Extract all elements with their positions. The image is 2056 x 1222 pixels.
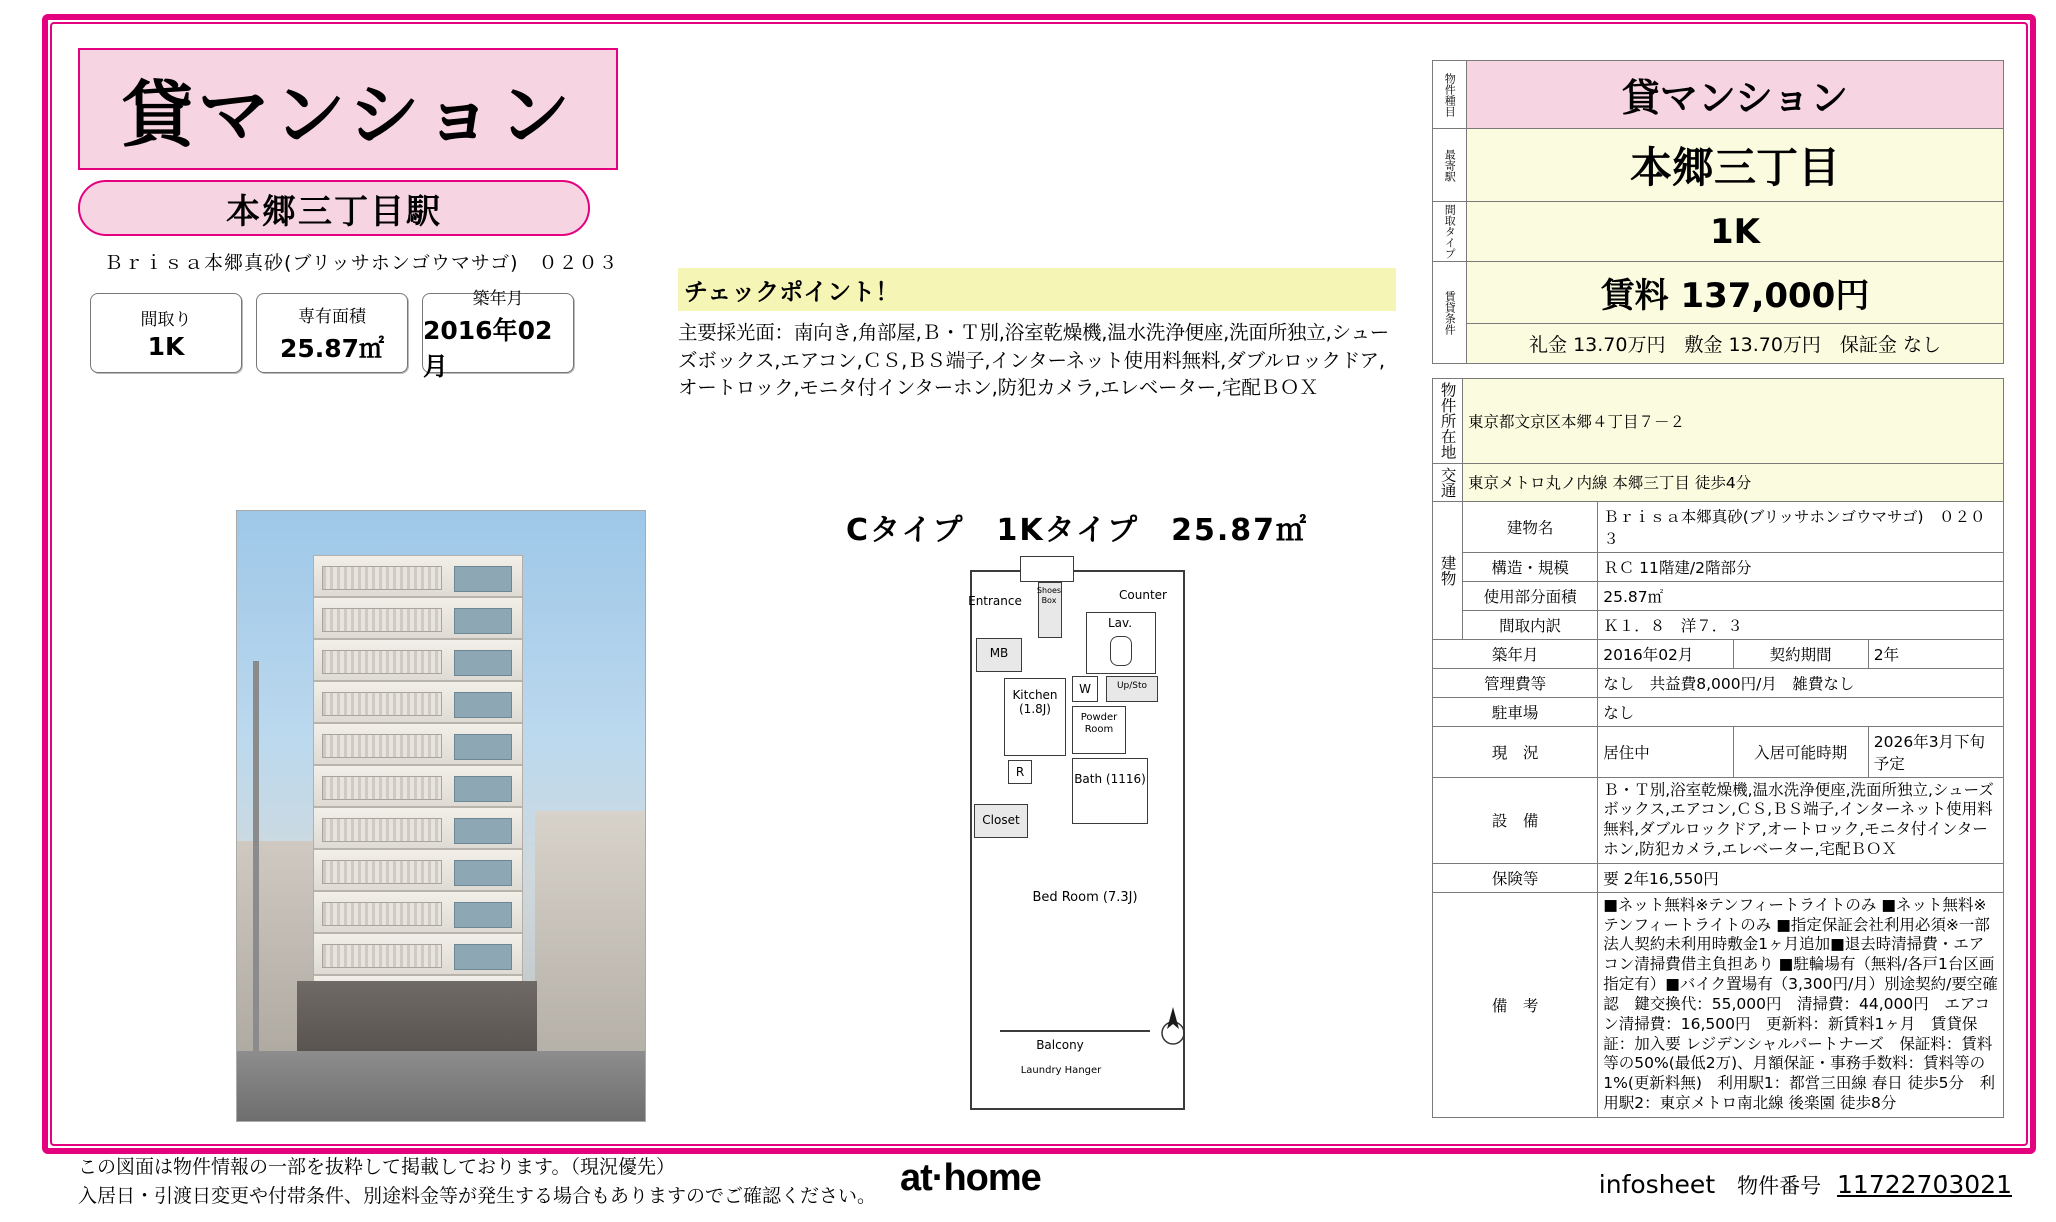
value-mgmt: なし 共益費8,000円/月 雑費なし	[1598, 668, 2004, 697]
value-station: 本郷三丁目	[1467, 129, 2004, 202]
summary-table	[1432, 60, 2004, 364]
spec-label: 築年月	[472, 288, 524, 309]
floorplan-label-mb: MB	[989, 646, 1009, 660]
floorplan-label-up-sto: Up/Sto	[1116, 681, 1148, 691]
footer-disclaimer	[78, 1153, 876, 1210]
spec-value: 1K	[147, 332, 185, 361]
building-photo	[236, 510, 646, 1122]
value-status: 居住中	[1598, 726, 1733, 777]
station-text: 本郷三丁目駅	[226, 191, 442, 232]
property-no-label: 物件番号	[1737, 1174, 1822, 1198]
table-row	[1433, 324, 2004, 364]
label-built: 築年月	[1433, 639, 1598, 668]
label-structure: 構造・規模	[1463, 552, 1598, 581]
floorplan-entry-notch	[1020, 556, 1074, 582]
value-layout-detail: Ｋ１．８ 洋７．３	[1598, 610, 2004, 639]
athome-text: at·home	[900, 1157, 1041, 1199]
value-insurance: 要 2年16,550円	[1598, 863, 2004, 892]
value-contract: 2年	[1868, 639, 2003, 668]
floorplan-label-kitchen: Kitchen (1.8J)	[1012, 688, 1058, 717]
value-equipment: Ｂ・Ｔ別,浴室乾燥機,温水洗浄便座,洗面所独立,シューズボックス,エアコン,ＣＳ,ＢＳ端子,インターネット使用料無料,ダブルロックドア,オートロック,モニタ付インターホン,防犯カメラ,エレベーター,宅配ＢＯＸ	[1598, 777, 2004, 863]
photo-utility-pole	[253, 661, 259, 1061]
property-no-value: 11722703021	[1837, 1170, 2012, 1199]
value-structure: ＲＣ 11階建/2階部分	[1598, 552, 2004, 581]
label-building-name: 建物名	[1463, 501, 1598, 552]
compass-north-icon	[1158, 1005, 1188, 1047]
property-type-title	[78, 48, 618, 170]
table-row	[1433, 129, 2004, 202]
value-property-type: 貸マンション	[1467, 61, 2004, 129]
table-row	[1433, 463, 2004, 501]
label-remarks: 備 考	[1433, 892, 1598, 1117]
spec-label: 専有面積	[298, 306, 366, 327]
value-layout: 1K	[1467, 202, 2004, 262]
table-row	[1433, 892, 2004, 1117]
floorplan-label-shoes-box: Shoes Box	[1036, 586, 1062, 605]
label-building: 建物	[1433, 501, 1463, 639]
spec-card-built	[422, 288, 574, 381]
station-badge	[78, 180, 590, 236]
floorplan-label-balcony: Balcony	[1036, 1038, 1084, 1052]
label-rent-terms: 賃貸条件	[1433, 262, 1467, 364]
label-parking: 駐車場	[1433, 697, 1598, 726]
label-layout: 間取タイプ	[1433, 202, 1467, 262]
table-row	[1433, 726, 2004, 777]
spec-card-area	[256, 293, 408, 373]
floorplan-label-bath: Bath (1116)	[1074, 772, 1146, 786]
floorplan-bath	[1072, 758, 1148, 824]
floorplan-label-w: W	[1079, 682, 1091, 696]
photo-road	[237, 1051, 645, 1121]
spec-label: 間取り	[140, 310, 192, 330]
table-row	[1433, 668, 2004, 697]
floorplan-label-lav: Lav.	[1107, 616, 1133, 630]
table-row	[1433, 581, 2004, 610]
checkpoint-title: チェックポイント！	[678, 268, 1396, 311]
label-property-type: 物件種目	[1433, 61, 1467, 129]
floorplan-label-bed-room: Bed Room (7.3J)	[1032, 890, 1138, 905]
property-type-text: 貸マンション	[121, 73, 575, 157]
left-column	[78, 48, 638, 381]
floorplan-label-powder-room: Powder Room	[1080, 712, 1118, 735]
table-row	[1433, 610, 2004, 639]
photo-neighbor-right	[535, 811, 645, 1091]
checkpoint-section	[678, 268, 1398, 402]
building-name: Ｂｒｉｓａ本郷真砂(ブリッサホンゴウマサゴ) ０２０３	[104, 252, 619, 274]
value-parking: なし	[1598, 697, 2004, 726]
value-traffic: 東京メトロ丸ノ内線 本郷三丁目 徒歩4分	[1463, 463, 2004, 501]
spec-value: 25.87㎡	[279, 333, 385, 363]
table-row	[1433, 262, 2004, 324]
value-rent: 賃料 137,000円	[1467, 262, 2004, 324]
table-row	[1433, 777, 2004, 863]
table-row	[1433, 61, 2004, 129]
value-address: 東京都文京区本郷４丁目７－２	[1463, 379, 2004, 464]
label-address: 物件所在地	[1433, 379, 1463, 464]
table-row	[1433, 697, 2004, 726]
spec-cards	[90, 288, 638, 381]
table-row	[1433, 202, 2004, 262]
table-row	[1433, 379, 2004, 464]
label-area: 使用部分面積	[1463, 581, 1598, 610]
table-row	[1433, 552, 2004, 581]
label-status: 現 況	[1433, 726, 1598, 777]
floorplan-label-counter: Counter	[1119, 588, 1167, 602]
floorplan-toilet	[1110, 636, 1132, 666]
label-insurance: 保険等	[1433, 863, 1598, 892]
floorplan-label-entrance: Entrance	[968, 594, 1022, 608]
floorplan-label-laundry-hanger: Laundry Hanger	[1020, 1065, 1102, 1076]
footer-note-line1: この図面は物件情報の一部を抜粋して掲載しております。（現況優先）	[78, 1156, 675, 1178]
right-column	[1432, 60, 2004, 1118]
details-table	[1432, 378, 2004, 1118]
value-building-name: Ｂｒｉｓａ本郷真砂(ブリッサホンゴウマサゴ) ０２０３	[1598, 501, 2004, 552]
table-row	[1433, 639, 2004, 668]
table-row	[1433, 501, 2004, 552]
table-row	[1433, 863, 2004, 892]
floorplan-label-r: R	[1015, 765, 1025, 779]
label-mgmt: 管理費等	[1433, 668, 1598, 697]
value-fees: 礼金 13.70万円 敷金 13.70万円 保証金 なし	[1467, 324, 2004, 364]
value-built: 2016年02月	[1598, 639, 1733, 668]
floorplan-title: Cタイプ 1Kタイプ 25.87㎡	[846, 513, 1309, 548]
footer-note-line2: 入居日・引渡日変更や付帯条件、別途料金等が発生する場合もありますのでご確認ください。	[78, 1184, 877, 1207]
spec-card-layout	[90, 293, 242, 373]
floorplan-diagram	[960, 560, 1220, 1120]
checkpoint-body: 主要採光面：南向き,角部屋,Ｂ・Ｔ別,浴室乾燥機,温水洗浄便座,洗面所独立,シューズボックス,エアコン,ＣＳ,ＢＳ端子,インターネット使用料無料,ダブルロックドア,オートロック,モニタ付インターホン,防犯カメラ,エレベーター,宅配ＢＯＸ	[678, 321, 1390, 400]
infosheet-label: infosheet	[1598, 1170, 1716, 1199]
value-area: 25.87㎡	[1598, 581, 2004, 610]
value-remarks: ■ネット無料※テンフィートライトのみ ■ネット無料※テンフィートライトのみ ■指定保証会社利用必須※一部法人契約未利用時敷金1ヶ月追加■退去時清掃費・エアコン清掃費借主負担あり ■駐輪場有（無料/各戸1台区画指定有）■バイク置場有（3,300円/月）別途契約/要空確認 鍵交換代：55,000円 清掃費：44,000円 エアコン清掃費：16,500円 更新料：新賃料1ヶ月 賃貸保証：加入要 レジデンシャルパートナーズ 保証料：賃料等の50%(最低2万)、月額保証・事務手数料：賃料等の1%(更新料無) 利用駅1：都営三田線 春日 徒歩5分 利用駅2：東京メトロ南北線 後楽園 徒歩8分	[1598, 892, 2004, 1117]
label-layout-detail: 間取内訳	[1463, 610, 1598, 639]
label-traffic: 交通	[1433, 463, 1463, 501]
label-station: 最寄駅	[1433, 129, 1467, 202]
label-contract: 契約期間	[1733, 639, 1868, 668]
label-equipment: 設 備	[1433, 777, 1598, 863]
athome-logo	[900, 1157, 1041, 1200]
floorplan-label-closet: Closet	[982, 813, 1020, 827]
infosheet-footer	[1599, 1170, 2012, 1200]
floorplan-balcony-line	[1000, 1030, 1150, 1032]
value-available: 2026年3月下旬予定	[1868, 726, 2003, 777]
label-available: 入居可能時期	[1733, 726, 1868, 777]
spec-value: 2016年02月	[423, 315, 553, 381]
